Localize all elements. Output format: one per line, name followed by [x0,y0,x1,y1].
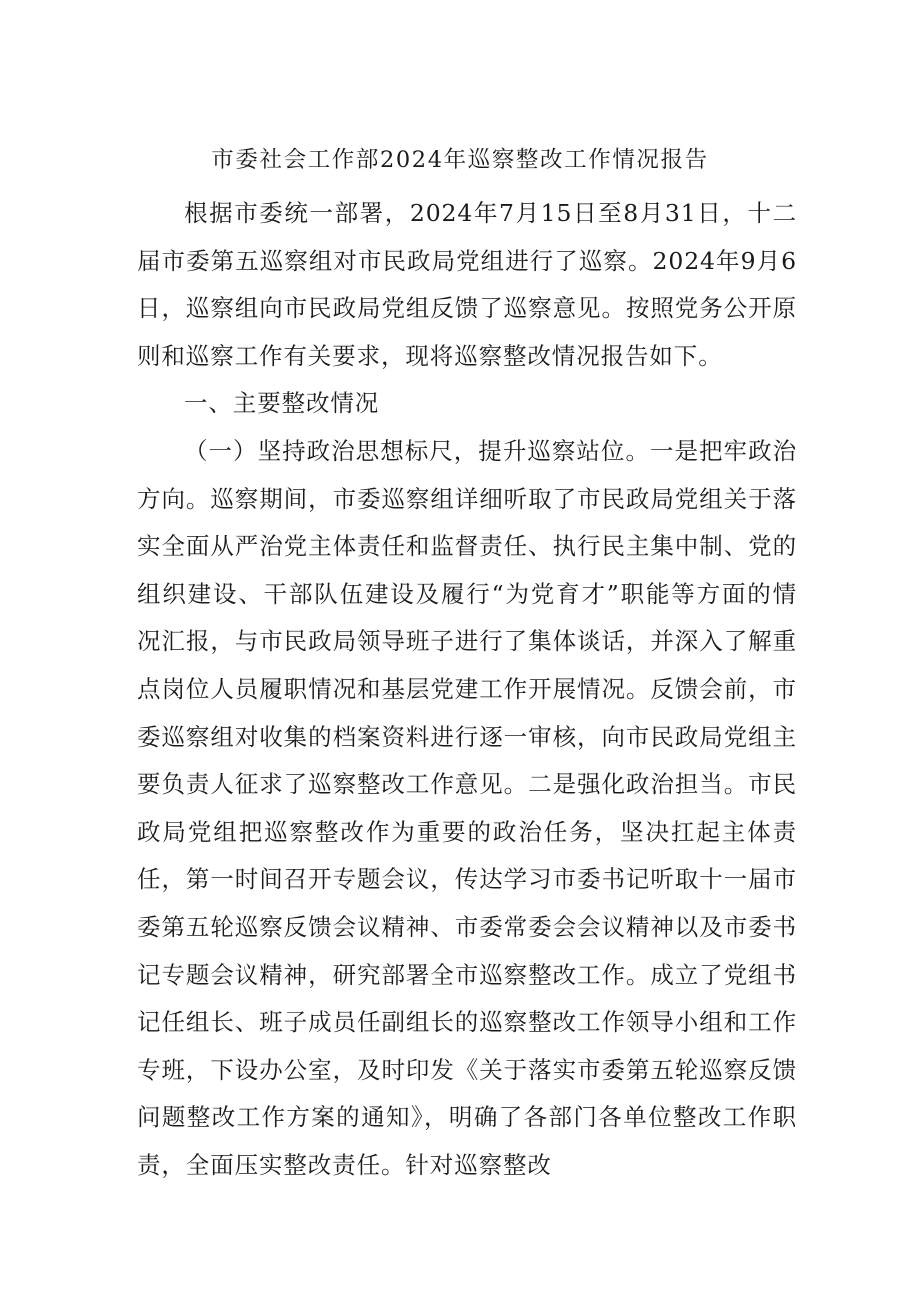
document-title: 市委社会工作部2024年巡察整改工作情况报告 [211,147,709,173]
document-body [137,190,797,1189]
section-paragraph: （一）坚持政治思想标尺，提升巡察站位。一是把牢政治方向。巡察期间，市委巡察组详细听取了市民政局党组关于落实全面从严治党主体责任和监督责任、执行民主集中制、党的组织建设、干部队伍建设及履行“为党育才”职能等方面的情况汇报，与市民政局领导班子进行了集体谈话，并深入了解重点岗位人员履职情况和基层党建工作开展情况。反馈会前，市委巡察组对收集的档案资料进行逐一审核，向市民政局党组主要负责人征求了巡察整改工作意见。二是强化政治担当。市民政局党组把巡察整改作为重要的政治任务，坚决扛起主体责任，第一时间召开专题会议，传达学习市委书记听取十一届市委第五轮巡察反馈会议精神、市委常委会会议精神以及市委书记专题会议精神，研究部署全市巡察整改工作。成立了党组书记任组长、班子成员任副组长的巡察整改工作领导小组和工作专班，下设办公室，及时印发《关于落实市委第五轮巡察反馈问题整改工作方案的通知》，明确了各部门各单位整改工作职责，全面压实整改责任。针对巡察整改 [137,436,797,1179]
section-heading: 一、主要整改情况 [184,389,380,418]
intro-paragraph: 根据市委统一部署，2024年7月15日至8月31日，十二届市委第五巡察组对市民政局党组进行了巡察。2024年9月6日，巡察组向市民政局党组反馈了巡察意见。按照党务公开原则和巡察工作有关要求，现将巡察整改情况报告如下。 [137,199,797,370]
